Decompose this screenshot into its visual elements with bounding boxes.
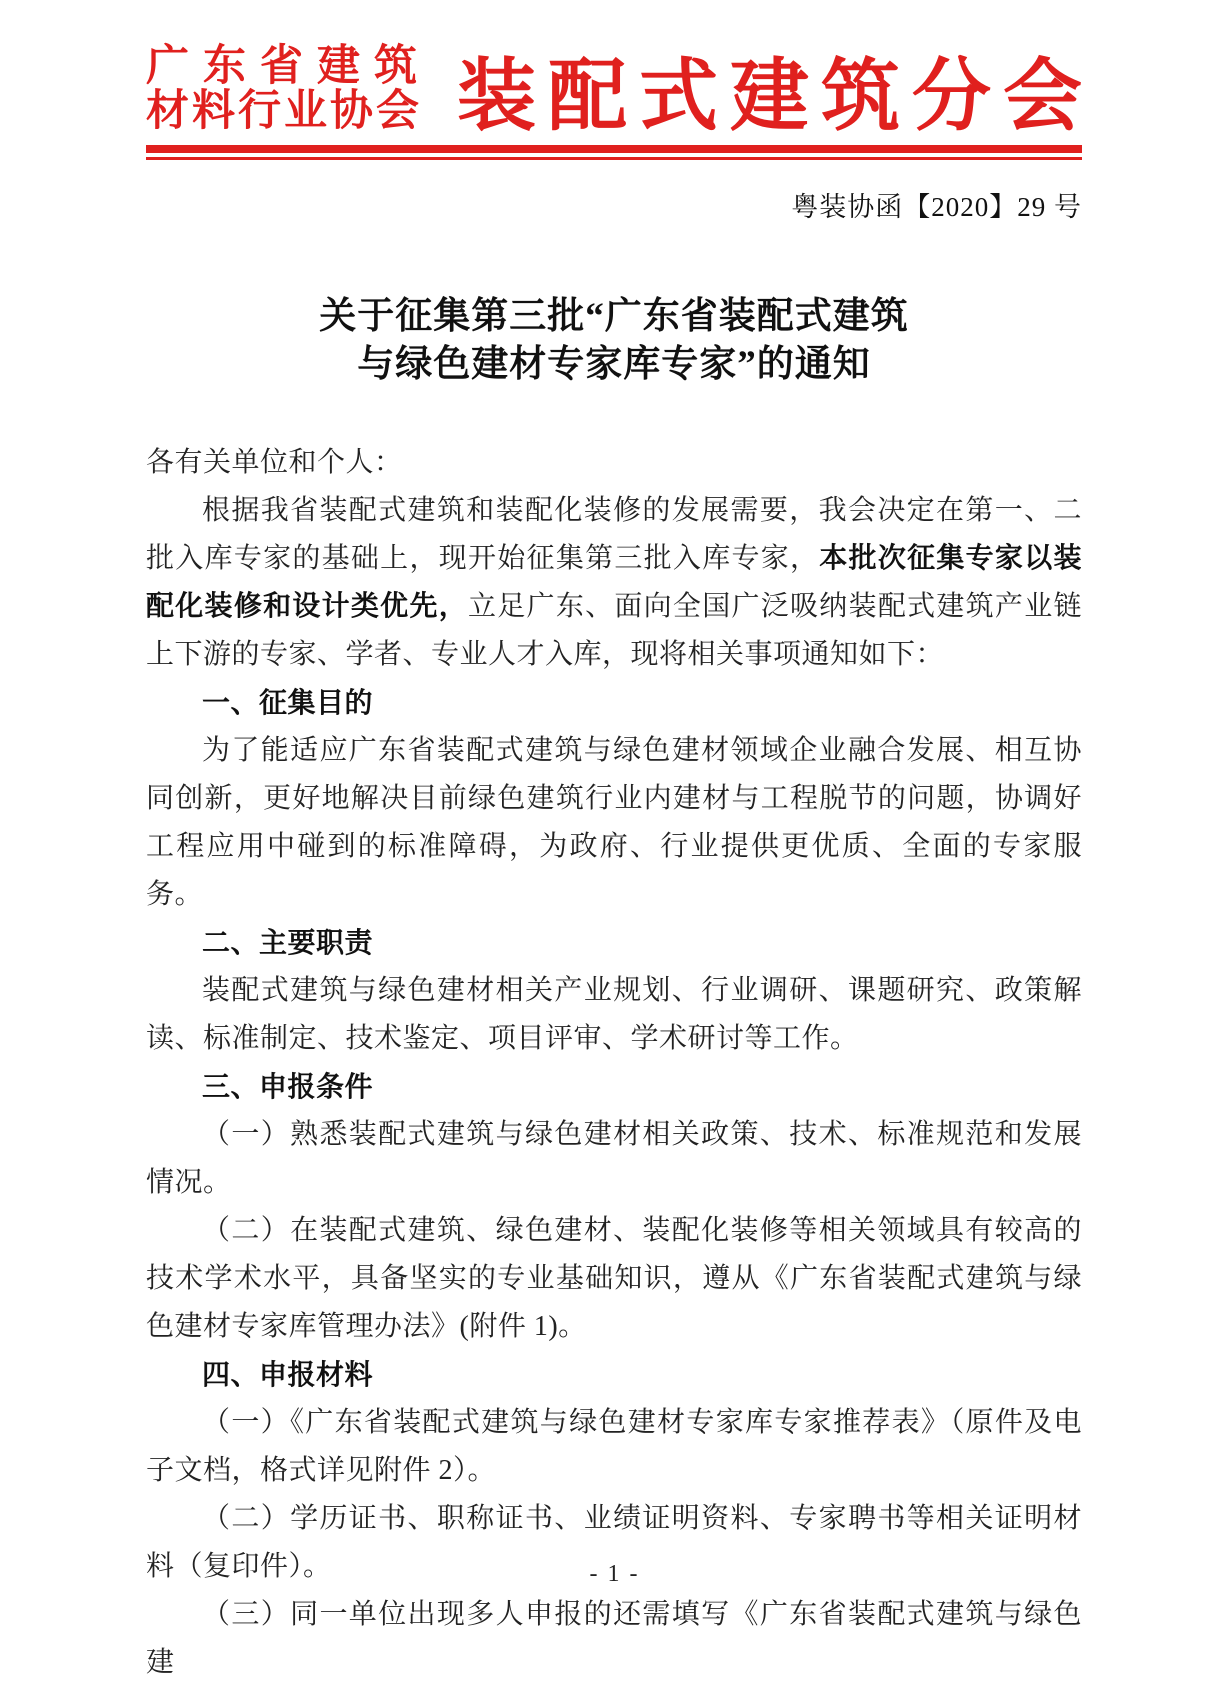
organization-name-line1: 广东省建筑 xyxy=(146,42,431,90)
paragraph-material-2: （二）学历证书、职称证书、业绩证明资料、专家聘书等相关证明材料（复印件）。 xyxy=(146,1503,1082,1582)
divider-thin-line xyxy=(146,157,1082,160)
document-body xyxy=(146,439,1082,1687)
document-title-line2: 与绿色建材专家库专家”的通知 xyxy=(357,344,871,385)
document-number: 粤装协函【2020】29 号 xyxy=(791,192,1082,222)
section-heading-1: 一、征集目的 xyxy=(202,687,374,718)
salutation: 各有关单位和个人： xyxy=(146,447,403,478)
branch-name: 装配式建筑分会 xyxy=(457,51,1094,140)
paragraph-duties: 装配式建筑与绿色建材相关产业规划、行业调研、课题研究、政策解读、标准制定、技术鉴定、项目评审、学术研讨等工作。 xyxy=(146,975,1082,1054)
organization-name-line2: 材料行业协会 xyxy=(146,87,422,135)
paragraph-condition-1: （一）熟悉装配式建筑与绿色建材相关政策、技术、标准规范和发展情况。 xyxy=(146,1119,1082,1198)
divider-thick-line xyxy=(146,145,1082,153)
section-heading-3: 三、申报条件 xyxy=(202,1071,374,1102)
document-title xyxy=(146,293,1082,389)
section-heading-4: 四、申报材料 xyxy=(202,1359,374,1390)
paragraph-material-1: （一）《广东省装配式建筑与绿色建材专家库专家推荐表》（原件及电子文档，格式详见附件 2）。 xyxy=(146,1407,1082,1486)
page-number: - 1 - xyxy=(589,1561,640,1587)
organization-name xyxy=(146,42,431,136)
letterhead-divider xyxy=(146,145,1082,160)
document-title-line1: 关于征集第三批“广东省装配式建筑 xyxy=(319,296,909,337)
paragraph-intro xyxy=(146,487,1082,679)
paragraph-intro-bold-run: 本批次征集专家以装配化装修和设计类优先， xyxy=(146,543,1082,622)
paragraph-intro-run1: 根据我省装配式建筑和装配化装修的发展需要，我会决定在第一、二批入库专家的基础上，现开始征集第三批入库专家， xyxy=(146,495,1082,574)
paragraph-intro-run3: 立足广东、面向全国广泛吸纳装配式建筑产业链上下游的专家、学者、专业人才入库，现将相关事项通知如下： xyxy=(146,591,1082,670)
paragraph-purpose: 为了能适应广东省装配式建筑与绿色建材领域企业融合发展、相互协同创新，更好地解决目前绿色建筑行业内建材与工程脱节的问题，协调好工程应用中碰到的标准障碍，为政府、行业提供更优质、全面的专家服务。 xyxy=(146,735,1082,910)
paragraph-material-3: （三）同一单位出现多人申报的还需填写《广东省装配式建筑与绿色建 xyxy=(146,1599,1082,1678)
paragraph-condition-2: （二）在装配式建筑、绿色建材、装配化装修等相关领域具有较高的技术学术水平，具备坚实的专业基础知识，遵从《广东省装配式建筑与绿色建材专家库管理办法》(附件 1)。 xyxy=(146,1215,1082,1342)
section-heading-2: 二、主要职责 xyxy=(202,927,374,958)
letterhead xyxy=(146,42,1094,140)
